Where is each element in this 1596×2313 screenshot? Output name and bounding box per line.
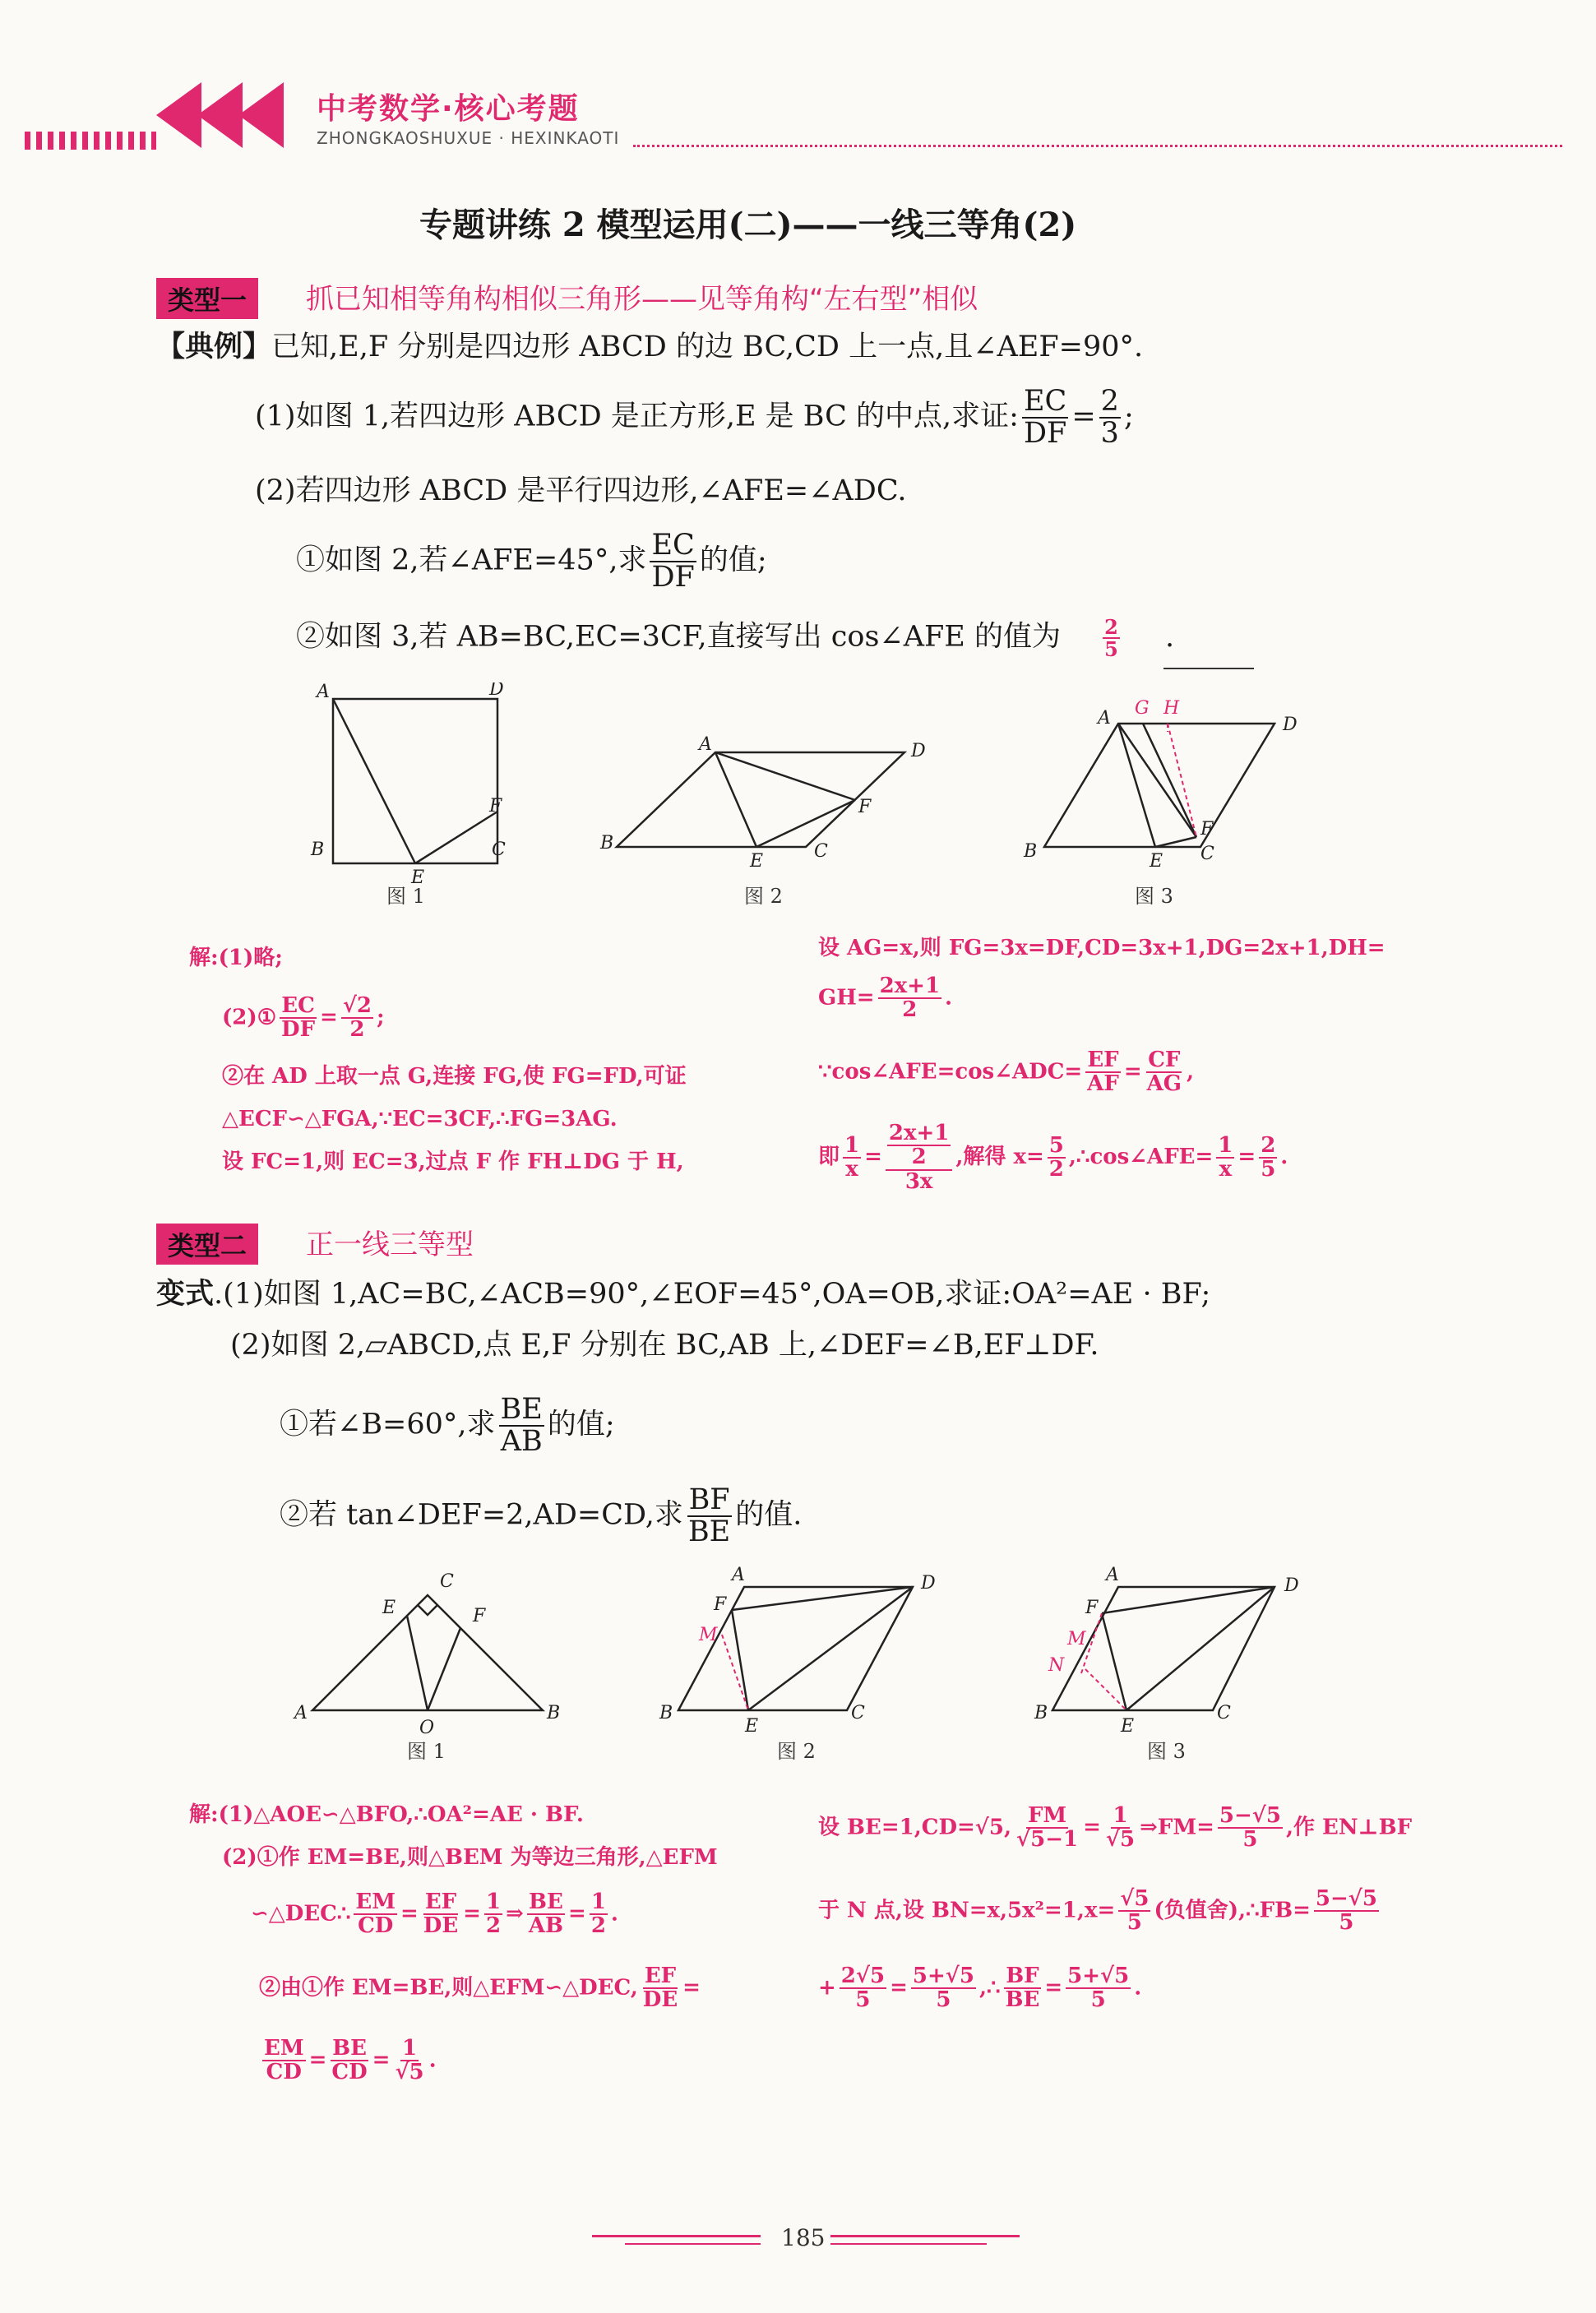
f2-label-A: A: [699, 734, 712, 755]
f2-label-E: E: [750, 851, 764, 872]
t2f1-label-B: B: [547, 1703, 561, 1723]
type2-tag: 类型二: [156, 1224, 258, 1265]
f3-label-H: H: [1163, 698, 1180, 719]
t2f2-label-C: C: [851, 1703, 865, 1723]
type1-caption-2: 图 2: [744, 885, 783, 908]
f3-label-E: E: [1150, 851, 1163, 872]
t2f2-label-E: E: [745, 1716, 759, 1737]
t2f1-label-A: A: [294, 1703, 308, 1723]
type1-figures: [296, 682, 1324, 921]
t2f3-label-B: B: [1034, 1703, 1048, 1723]
f2-label-C: C: [814, 841, 828, 862]
t2f2-label-D: D: [921, 1573, 936, 1594]
variant-q1: .(1)如图 1,AC=BC,∠ACB=90°,∠EOF=45°,OA=OB,求证:OA²=AE · BF;: [214, 1278, 1211, 1311]
q2b-line: ②如图 3,若 AB=BC,EC=3CF,直接写出 cos∠AFE 的值为 $\frac{2}{5}$ .: [296, 615, 1175, 662]
type2-solution-l5: $\frac{EM}{CD}$ = $\frac{BE}{CD}$ = $\frac{1}{√5}$ .: [264, 2036, 437, 2085]
variant-label: 变式: [156, 1277, 215, 1311]
type1-figure-3-aux: [1168, 724, 1196, 837]
f3-label-F: F: [1200, 819, 1214, 840]
page-title: 专题讲练 2 模型运用(二)——一线三等角(2): [419, 206, 1077, 244]
type1-solution-r1: 设 AG=x,则 FG=3x=DF,CD=3x+1,DG=2x+1,DH=: [818, 936, 1386, 960]
footer-line-right-2: [830, 2243, 987, 2245]
header-subtitle: ZHONGKAOSHUXUE · HEXINKAOTI: [317, 128, 620, 148]
footer-line-left: [592, 2235, 761, 2237]
type1-solution-l2: (2)① $\frac{EC}{DF}$ = $\frac{√2}{2}$ ;: [222, 993, 385, 1043]
q1-fraction-left: $\frac{EC}{DF}$: [1023, 385, 1067, 450]
f1-label-A: A: [317, 682, 330, 702]
t2f3-label-E: E: [1121, 1716, 1135, 1737]
type1-figure-1: [333, 699, 497, 863]
type1-solution-l5: 设 FC=1,则 EC=3,过点 F 作 FH⊥DG 于 H,: [222, 1150, 684, 1174]
t2f3-label-M: M: [1067, 1629, 1086, 1649]
type2-figure-1: [312, 1595, 543, 1710]
type1-caption-1: 图 1: [386, 885, 425, 908]
example-text: 已知,E,F 分别是四边形 ABCD 的边 BC,CD 上一点,且∠AEF=90°.: [271, 331, 1144, 363]
type1-title: 抓已知相等角构相似三角形——见等角构“左右型”相似: [306, 283, 978, 316]
type2-solution-r2: 于 N 点,设 BN=x,5x²=1,x= $\frac{√5}{5}$ (负值舍),∴FB= $\frac{5-√5}{5}$: [818, 1886, 1377, 1936]
t2f1-label-E: E: [382, 1598, 396, 1618]
variant-q2: (2)如图 2,▱ABCD,点 E,F 分别在 BC,AB 上,∠DEF=∠B,EF⊥DF.: [230, 1329, 1099, 1362]
t2f1-label-O: O: [419, 1718, 435, 1738]
type2-caption-2: 图 2: [777, 1740, 816, 1763]
type2-solution-r3: + $\frac{2√5}{5}$ = $\frac{5+√5}{5}$ ,∴ $\frac{BF}{BE}$ = $\frac{5+√5}{5}$ .: [818, 1964, 1142, 2013]
q2a-line: ①如图 2,若∠AFE=45°,求 $\frac{EC}{DF}$ 的值;: [296, 529, 767, 594]
header-chevron-2: [197, 82, 243, 148]
page-number: 185: [781, 2224, 826, 2251]
header-chevron-3: [238, 82, 284, 148]
q1-line: (1)如图 1,若四边形 ABCD 是正方形,E 是 BC 的中点,求证: $\frac{EC}{DF}$ = $\frac{2}{3}$ ;: [255, 385, 1134, 450]
answer-underline: [1163, 668, 1254, 669]
type1-solution-l1: 解:(1)略;: [189, 946, 283, 970]
header-stripes: [25, 132, 156, 150]
t2f3-label-C: C: [1217, 1703, 1231, 1723]
footer-line-left-2: [625, 2243, 761, 2245]
f1-label-C: C: [492, 840, 506, 860]
t2f3-label-N: N: [1048, 1655, 1065, 1676]
f1-label-F: F: [489, 796, 502, 816]
t2f2-label-F: F: [714, 1594, 727, 1615]
t2f3-label-D: D: [1284, 1575, 1299, 1596]
t2f2-label-A: A: [732, 1565, 745, 1585]
q1-fraction-right: $\frac{2}{3}$: [1100, 385, 1119, 450]
f3-label-G: G: [1135, 698, 1150, 719]
t2f2-label-M: M: [699, 1625, 718, 1645]
type1-figure-3: [1044, 724, 1274, 847]
type1-solution-r2: GH= $\frac{2x+1}{2}$ .: [818, 974, 953, 1023]
type2-title: 正一线三等型: [306, 1228, 474, 1261]
f1-label-D: D: [489, 682, 504, 700]
f2-label-F: F: [858, 797, 872, 817]
t2f1-label-F: F: [473, 1606, 486, 1626]
type1-solution-l4: △ECF∽△FGA,∵EC=3CF,∴FG=3AG.: [222, 1107, 618, 1131]
type1-solution-r4: 即 $\frac{1}{x}$ = 2x+1 2 3x ,解得 x= $\frac{5}{2}$ ,∴cos∠AFE= $\frac{1}{x}$ = $\frac{2}{5}$ .: [818, 1121, 1288, 1194]
variant-q2b: ②若 tan∠DEF=2,AD=CD,求 $\frac{BF}{BE}$ 的值.: [280, 1483, 803, 1548]
f2-label-D: D: [911, 741, 926, 761]
type1-tag: 类型一: [156, 278, 258, 319]
type2-solution-l1: 解:(1)△AOE∽△BFO,∴OA²=AE · BF.: [189, 1802, 584, 1827]
t2f3-label-A: A: [1106, 1565, 1119, 1585]
type1-caption-3: 图 3: [1135, 885, 1173, 908]
q1-text: (1)如图 1,若四边形 ABCD 是正方形,E 是 BC 的中点,求证:: [255, 400, 1019, 433]
t2f3-label-F: F: [1085, 1598, 1099, 1618]
type1-solution-r3: ∵cos∠AFE=cos∠ADC= $\frac{EF}{AF}$ = $\frac{CF}{AG}$ ,: [818, 1048, 1195, 1097]
t2f2-label-B: B: [659, 1703, 673, 1723]
f2-label-B: B: [600, 833, 614, 853]
header-title: 中考数学·核心考题: [317, 92, 580, 126]
f3-label-B: B: [1024, 841, 1038, 862]
type1-solution-l3: ②在 AD 上取一点 G,连接 FG,使 FG=FD,可证: [222, 1064, 687, 1089]
q2b-answer: $\frac{2}{5}$: [1104, 615, 1118, 662]
f1-label-B: B: [311, 840, 325, 860]
variant-q2a: ①若∠B=60°,求 $\frac{BE}{AB}$ 的值;: [280, 1393, 615, 1458]
example-line: [156, 329, 1143, 365]
q2-line: (2)若四边形 ABCD 是平行四边形,∠AFE=∠ADC.: [255, 474, 907, 507]
f1-label-E: E: [411, 867, 425, 888]
type2-solution-l2: (2)①作 EM=BE,则△BEM 为等边三角形,△EFM: [222, 1845, 718, 1870]
header-chevron-1: [156, 82, 201, 148]
type2-solution-l4: ②由①作 EM=BE,则△EFM∽△DEC, $\frac{EF}{DE}$ =: [259, 1964, 701, 2013]
type2-figures: [288, 1554, 1357, 1776]
footer-line-right: [830, 2235, 1020, 2237]
f3-label-D: D: [1283, 715, 1298, 735]
type2-solution-r1: 设 BE=1,CD=√5, $\frac{FM}{√5-1}$ = $\frac{1}{√5}$ ⇒FM= $\frac{5-√5}{5}$ ,作 EN⊥BF: [818, 1803, 1413, 1853]
t2f1-label-C: C: [440, 1571, 454, 1592]
variant-line: [156, 1276, 1210, 1312]
type2-caption-1: 图 1: [407, 1740, 446, 1763]
q2a-fraction: $\frac{EC}{DF}$: [651, 529, 695, 594]
header-divider: [633, 145, 1562, 147]
example-label: 【典例】: [156, 330, 272, 363]
type2-caption-3: 图 3: [1147, 1740, 1186, 1763]
f3-label-C: C: [1200, 844, 1214, 864]
type2-solution-l3: ∽△DEC∴ $\frac{EM}{CD}$ = $\frac{EF}{DE}$ = $\frac{1}{2}$ ⇒ $\frac{BE}{AB}$ = $\frac{1}{2}$ .: [251, 1890, 618, 1939]
f3-label-A: A: [1098, 708, 1111, 729]
